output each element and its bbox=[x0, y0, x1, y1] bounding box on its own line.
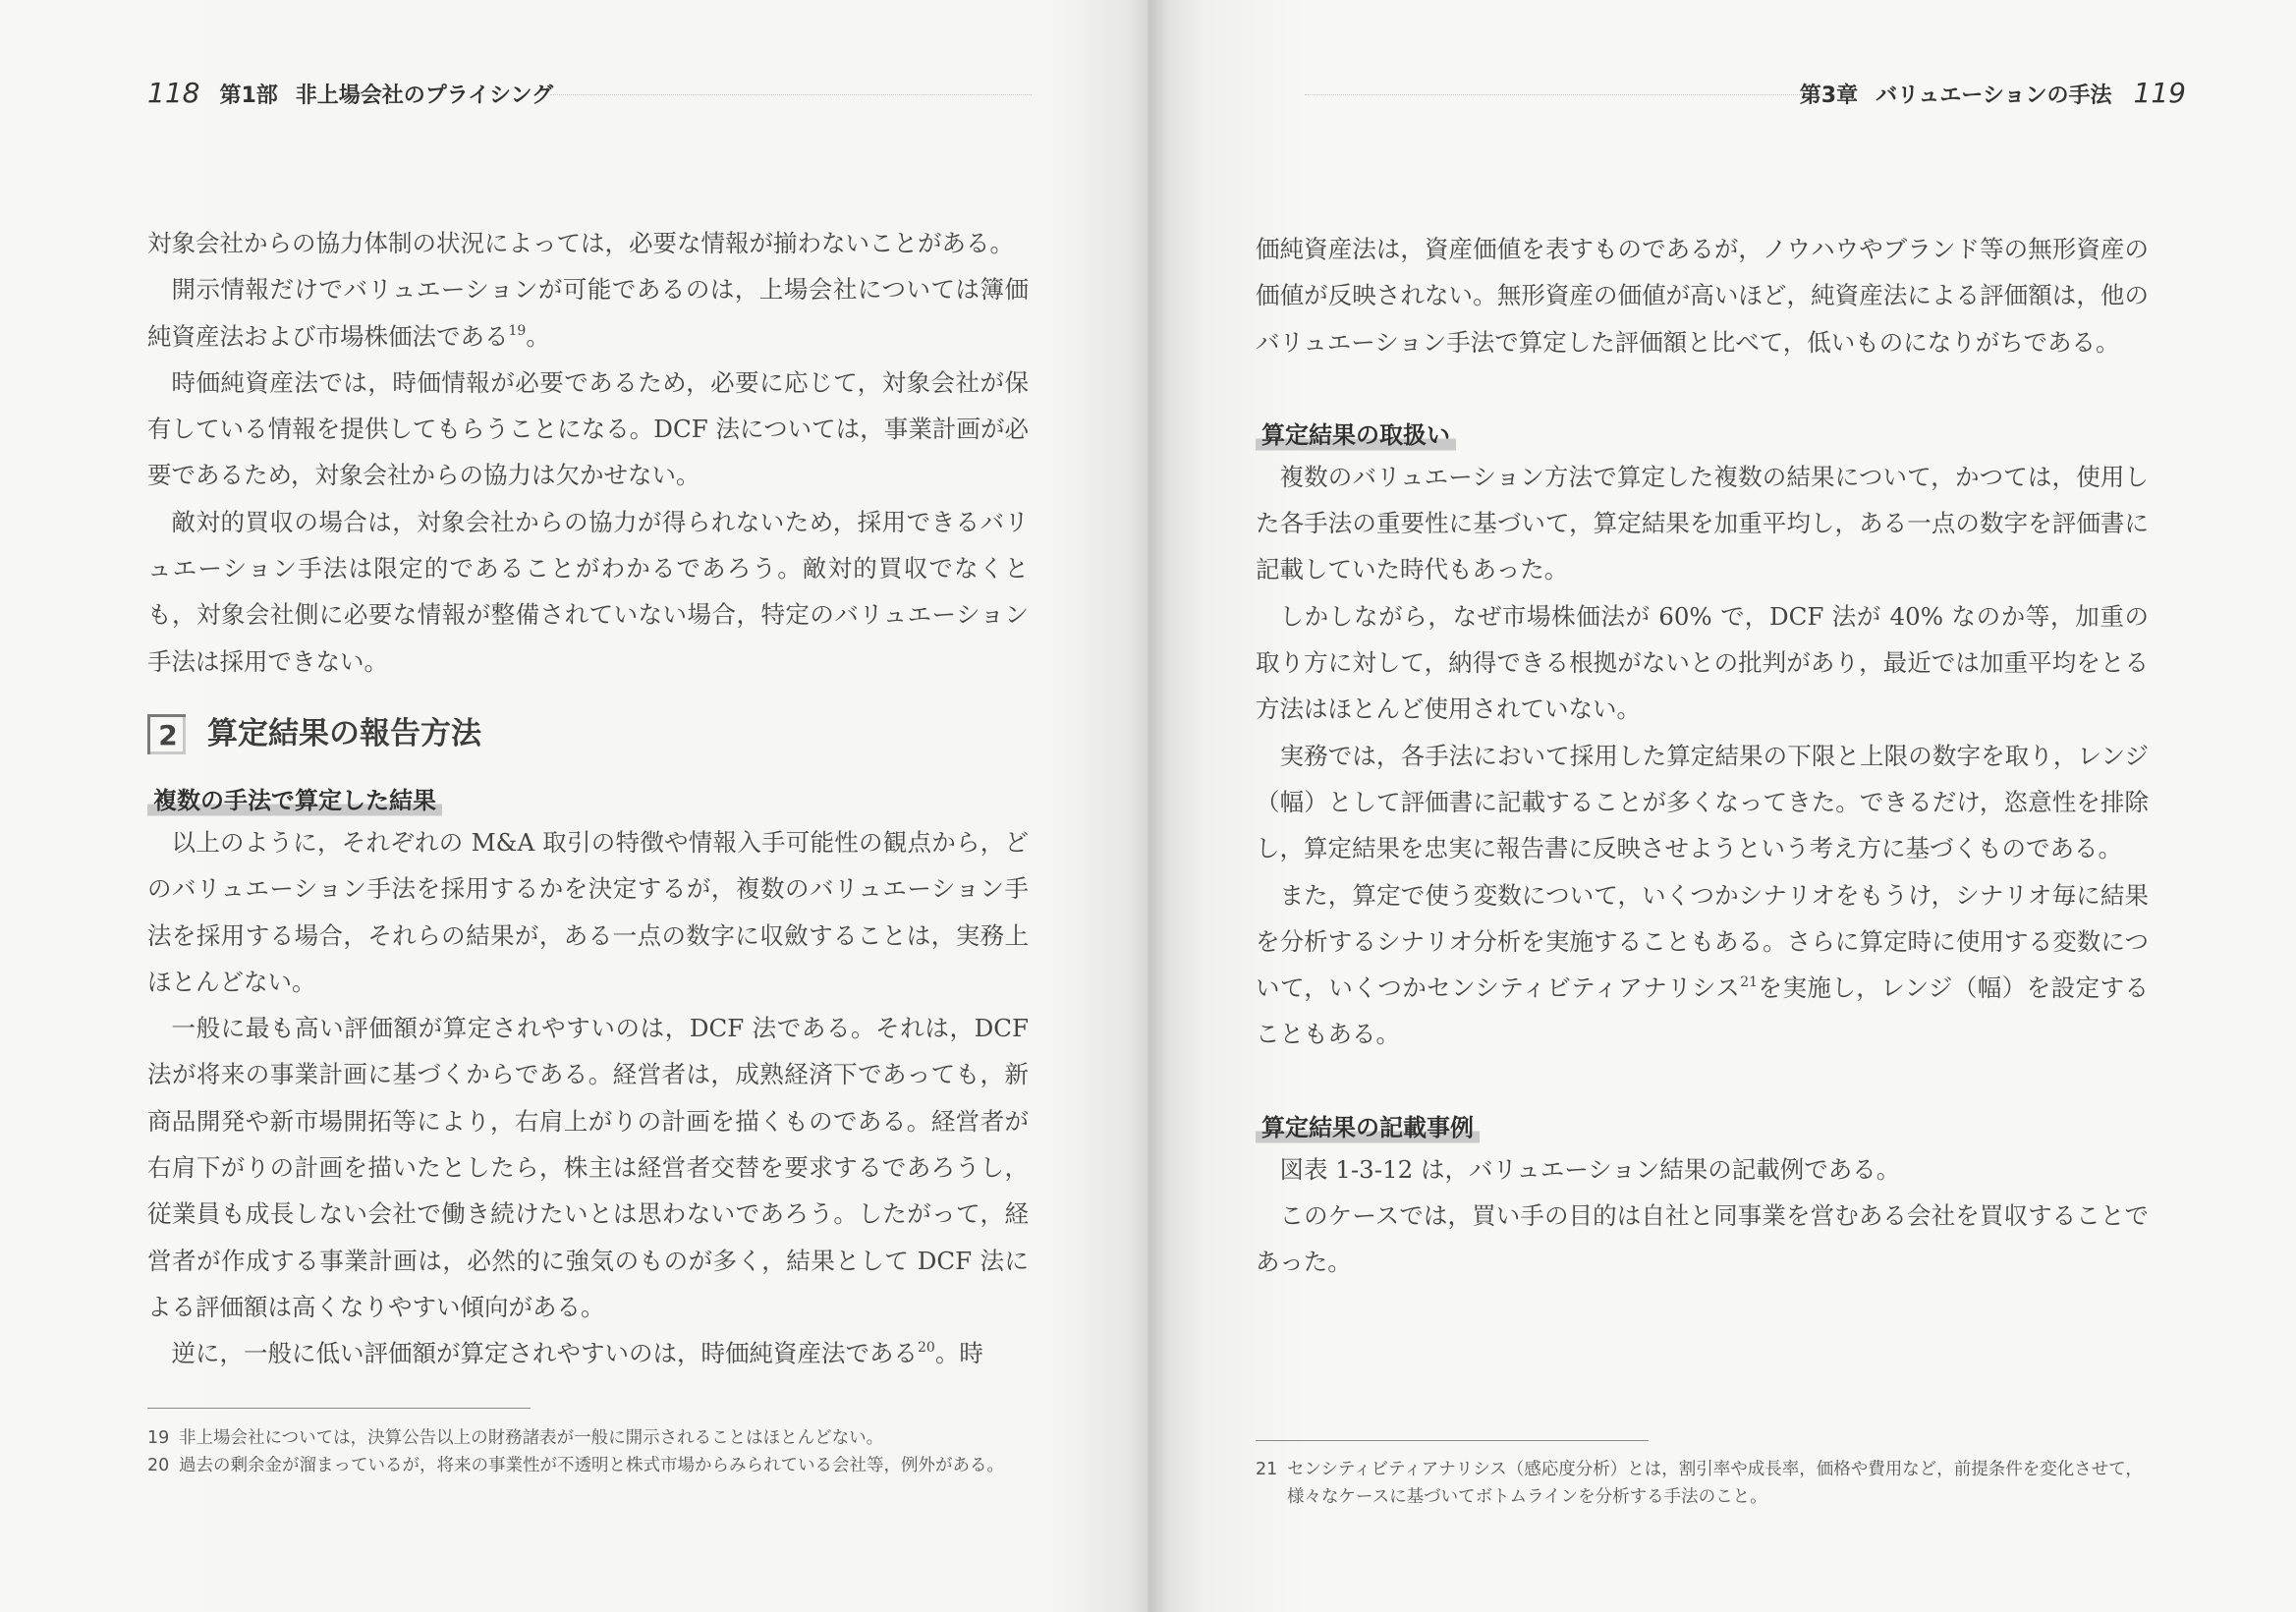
paragraph: このケースでは，買い手の目的は自社と同事業を営むある会社を買収することであった。 bbox=[1256, 1201, 2149, 1277]
left-running-title: 非上場会社のプライシング bbox=[295, 83, 554, 108]
left-running-part: 第1部 bbox=[219, 83, 278, 108]
paragraph: 逆に，一般に低い評価額が算定されやすいのは，時価純資産法である$^{20}$。時 bbox=[171, 1339, 983, 1368]
paragraph: しかしながら，なぜ市場株価法が 60% で，DCF 法が 40% なのか等，加重の取り方に対して，納得できる根拠がないとの批判があり，最近では加重平均をとる方法はほとんど使用されていない。 bbox=[1256, 601, 2149, 724]
left-header-rule bbox=[550, 94, 1032, 95]
right-page bbox=[1148, 0, 2296, 1612]
footnote-number: 20 bbox=[147, 1456, 170, 1475]
footnote bbox=[147, 1452, 1032, 1479]
footnote bbox=[1256, 1456, 2150, 1511]
footnote-number: 21 bbox=[1256, 1460, 1278, 1479]
paragraph: 実務では，各手法において採用した算定結果の下限と上限の数字を取り，レンジ（幅）として評価書に記載することが多くなってきた。できるだけ，恣意性を排除し，算定結果を忠実に報告書に反映させようという考え方に基づくものである。 bbox=[1256, 741, 2149, 863]
paragraph: 複数のバリュエーション方法で算定した複数の結果について，かつては，使用した各手法の重要性に基づいて，算定結果を加重平均し，ある一点の数字を評価書に記載していた時代もあった。 bbox=[1256, 462, 2149, 584]
section-number: 2 bbox=[147, 714, 186, 754]
section-title: 算定結果の報告方法 bbox=[207, 716, 481, 752]
footnote-ref: 20 bbox=[918, 1340, 935, 1357]
footnote-ref: 19 bbox=[508, 322, 527, 339]
paragraph: 図表 1-3-12 は，バリュエーション結果の記載例である。 bbox=[1279, 1154, 1901, 1184]
footnote-text: センシティビティアナリシス（感応度分析）とは，割引率や成長率，価格や費用など，前提条件を変化させて，様々なケースに基づいてボトムラインを分析する手法のこと。 bbox=[1287, 1460, 2143, 1507]
right-running-chapter: 第3章 bbox=[1799, 83, 1859, 108]
footnote-rule bbox=[1256, 1440, 1649, 1441]
footnote-rule bbox=[147, 1408, 531, 1409]
paragraph: また，算定で使う変数について，いくつかシナリオをもうけ，シナリオ毎に結果を分析するシナリオ分析を実施することもある。さらに算定時に使用する変数について，いくつかセンシティビティアナリシス$^{21}$を実施し，レンジ（幅）を設定することもある。 bbox=[1256, 880, 2149, 1049]
paragraph: 対象会社からの協力体制の状況によっては，必要な情報が揃わないことがある。 bbox=[147, 229, 1014, 257]
footnote-text: 非上場会社については，決算公告以上の財務諸表が一般に開示されることはほとんどない。 bbox=[179, 1428, 884, 1448]
right-header-rule bbox=[1305, 94, 1835, 95]
subheading: 算定結果の記載事例 bbox=[1256, 1113, 1480, 1144]
footnote bbox=[147, 1424, 1032, 1452]
right-body-text bbox=[1256, 226, 2149, 1286]
right-running-title: バリュエーションの手法 bbox=[1876, 83, 2112, 108]
right-running-head bbox=[1800, 77, 2186, 109]
paragraph: 時価純資産法では，時価情報が必要であるため，必要に応じて，対象会社が保有している情報を提供してもらうことになる。DCF 法については，事業計画が必要であるため，対象会社からの協力は欠かせない。 bbox=[147, 367, 1029, 490]
paragraph: 一般に最も高い評価額が算定されやすいのは，DCF 法である。それは，DCF 法が将来の事業計画に基づくからである。経営者は，成熟経済下であっても，新商品開発や新市場開拓等により，右肩上がりの計画を描くものである。経営者が右肩下がりの計画を描いたとしたら，株主は経営者交替を要求するであろうし，従業員も成長しない会社で働き続けたいとは思わないであろう。したがって，経営者が作成する事業計画は，必然的に強気のものが多く，結果として DCF 法による評価額は高くなりやすい傾向がある。 bbox=[147, 1014, 1029, 1321]
right-footnotes bbox=[1256, 1456, 2150, 1511]
right-page-number: 119 bbox=[2133, 77, 2186, 109]
paragraph: 以上のように，それぞれの M&A 取引の特徴や情報入手可能性の観点から，どのバリュエーション手法を採用するかを決定するが，複数のバリュエーション手法を採用する場合，それらの結果が，ある一点の数字に収斂することは，実務上ほとんどない。 bbox=[147, 827, 1029, 996]
section-heading bbox=[147, 714, 1029, 754]
subheading: 算定結果の取扱い bbox=[1256, 420, 1456, 452]
left-body-text bbox=[147, 220, 1029, 1377]
footnote-number: 19 bbox=[147, 1428, 170, 1448]
left-footnotes bbox=[147, 1424, 1032, 1479]
left-page-number: 118 bbox=[147, 77, 200, 109]
paragraph: 敵対的買収の場合は，対象会社からの協力が得られないため，採用できるバリュエーション手法は限定的であることがわかるであろう。敵対的買収でなくとも，対象会社側に必要な情報が整備されていない場合，特定のバリュエーション手法は採用できない。 bbox=[147, 507, 1029, 676]
subheading: 複数の手法で算定した結果 bbox=[147, 786, 442, 817]
left-running-head bbox=[147, 77, 553, 109]
paragraph: 価純資産法は，資産価値を表すものであるが，ノウハウやブランド等の無形資産の価値が反映されない。無形資産の価値が高いほど，純資産法による評価額は，他のバリュエーション手法で算定した評価額と比べて，低いものになりがちである。 bbox=[1256, 235, 2149, 357]
footnote-ref: 21 bbox=[1740, 974, 1759, 991]
paragraph: 開示情報だけでバリュエーションが可能であるのは，上場会社については簿価純資産法および市場株価法である$^{19}$。 bbox=[147, 275, 1029, 351]
footnote-text: 過去の剰余金が溜まっているが，将来の事業性が不透明と株式市場からみられている会社等，例外がある。 bbox=[179, 1456, 1004, 1475]
